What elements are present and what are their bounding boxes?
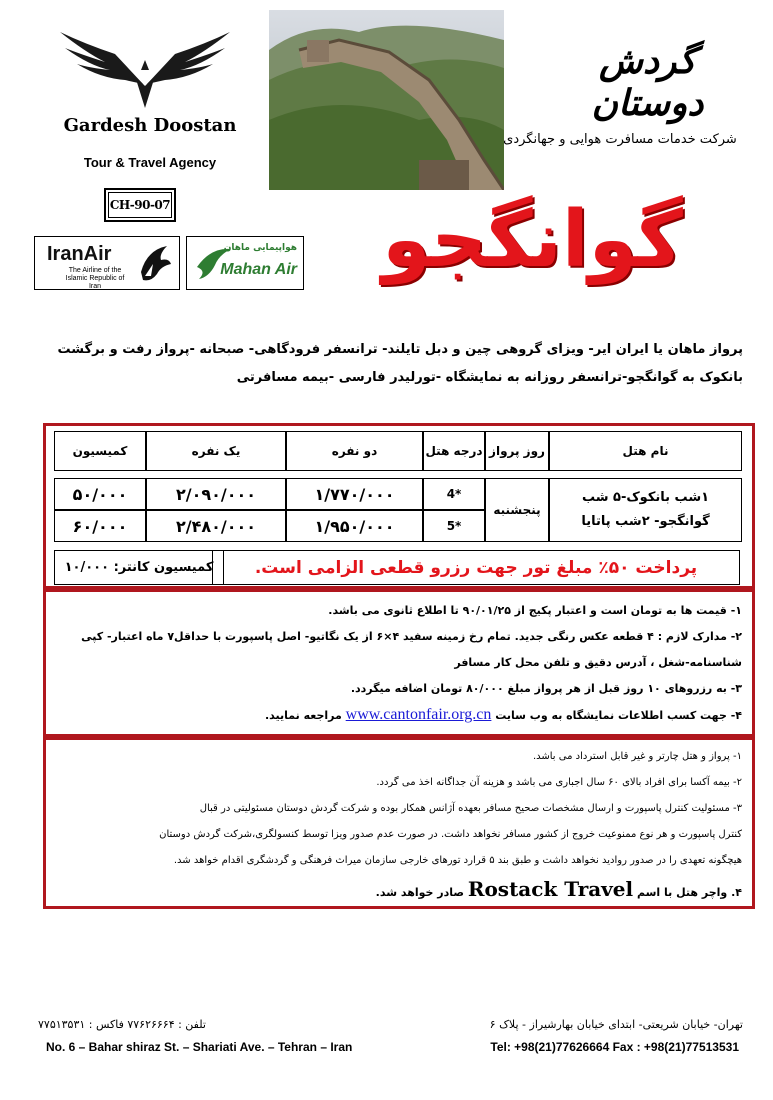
iranair-logo-caption-2: Islamic Republic of Iran bbox=[65, 275, 125, 290]
row-1-double: ۱/۷۷۰/۰۰۰ bbox=[286, 478, 423, 510]
row-2-double: ۱/۹۵۰/۰۰۰ bbox=[286, 510, 423, 542]
footer-address-fa: تهران- خیابان شریعتی- ابتدای خیابان بهارشیراز - پلاک ۶ bbox=[489, 1018, 743, 1031]
iranair-logo bbox=[34, 236, 180, 290]
iranair-logo-caption-1: The Airline of the bbox=[68, 267, 122, 274]
header-single: یک نفره bbox=[146, 431, 286, 471]
intro-line-1: پرواز ماهان یا ایران ایر- ویزای گروهی چین و دبل تایلند- ترانسفر فرودگاهی- صبحانه -پرواز رفت و برگشت bbox=[57, 342, 743, 357]
footer-address-en: No. 6 – Bahar shiraz St. – Shariati Ave. – Tehran – Iran bbox=[46, 1040, 353, 1054]
agency-tagline: Tour & Travel Agency bbox=[83, 155, 217, 170]
price-table-frame bbox=[43, 423, 755, 589]
row-1-grade: *4 bbox=[423, 478, 485, 510]
row-1-commission: ۵۰/۰۰۰ bbox=[54, 478, 146, 510]
wings-logo-icon bbox=[55, 24, 235, 110]
deposit-requirement: پرداخت ۵۰٪ مبلغ تور جهت رزرو قطعی الزامی است. bbox=[212, 550, 740, 585]
note-1: ۱- قیمت ها به تومان است و اعتبار پکیج از ۹۰/۰۱/۲۵ تا اطلاع ثانوی می باشد. bbox=[328, 604, 742, 617]
iranair-logo-name: IranAir bbox=[47, 243, 112, 265]
header-double: دو نفره bbox=[286, 431, 423, 471]
term-3-continued: کنترل پاسپورت و هر نوع ممنوعیت خروج از کشور مسافر نخواهد داشت. در صورت عدم صدور ویزا توسط کنسولگری،شرکت گردش دوستان bbox=[159, 829, 742, 840]
row-1-single: ۲/۰۹۰/۰۰۰ bbox=[146, 478, 286, 510]
terms-frame bbox=[43, 737, 755, 909]
mahan-air-logo bbox=[186, 236, 304, 290]
company-name-fa: گردش دوستان bbox=[591, 40, 704, 124]
intro-line-2: بانکوک به گوانگجو-ترانسفر روزانه به نمایشگاه -تورلیدر فارسی -بیمه مسافرتی bbox=[236, 370, 743, 385]
term-3-end: هیچگونه تعهدی را در صدور روادید نخواهد داشت و طبق بند ۵ قرارد تورهای خارجی سازمان میراث فرهنگی و گردشگری اقدام خواهد شد. bbox=[173, 855, 742, 866]
notes-frame bbox=[43, 589, 755, 737]
note-2-continued: شناسنامه-شغل ، آدرس دقیق و تلفن محل کار مسافر bbox=[454, 656, 742, 669]
row-2-grade: *5 bbox=[423, 510, 485, 542]
row-2-single: ۲/۴۸۰/۰۰۰ bbox=[146, 510, 286, 542]
note-3: ۳- به رزروهای ۱۰ روز قبل از هر پرواز مبلغ ۸۰/۰۰۰ تومان اضافه میگردد. bbox=[350, 682, 742, 695]
term-2: ۲- بیمه آکسا برای افراد بالای ۶۰ سال اجباری می باشد و هزینه آن جداگانه اخذ می گردد. bbox=[376, 777, 742, 788]
header-hotel-grade: درجه هتل bbox=[423, 431, 485, 471]
flight-day-cell: پنجشنبه bbox=[485, 478, 549, 542]
term-3: ۳- مسئولیت کنترل پاسپورت و ارسال مشخصات صحیح مسافر بعهده آژانس همکار بوده و شرکت گردش دوستان مسئولیتی در قبال bbox=[199, 803, 742, 814]
row-2-commission: ۶۰/۰۰۰ bbox=[54, 510, 146, 542]
license-badge bbox=[104, 188, 176, 222]
destination-title: گوانگجو bbox=[382, 195, 683, 285]
counter-commission: کمیسیون کانتر: ۱۰/۰۰۰ bbox=[54, 550, 224, 585]
header-hotel: نام هتل bbox=[549, 431, 742, 471]
footer-contact-en: Tel: +98(21)77626664 Fax : +98(21)77513531 bbox=[490, 1040, 739, 1054]
header-flight-day: روز پرواز bbox=[485, 431, 549, 471]
great-wall-photo bbox=[269, 10, 504, 190]
note-4-prefix: ۴- جهت کسب اطلاعات نمایشگاه به وب سایت bbox=[495, 709, 742, 722]
brand-name: Gardesh Doostan bbox=[63, 115, 237, 136]
term-1: ۱- پرواز و هتل چارتر و غیر قابل استرداد می باشد. bbox=[532, 751, 742, 762]
note-4-suffix: مراجعه نمایید. bbox=[264, 709, 342, 722]
note-2: ۲- مدارک لازم : ۴ قطعه عکس رنگی جدید. تمام رخ زمینه سفید ۴×۶ از یک نگاتیو- اصل پاسپورت با حداقل۷ ماه اعتبار- کپی bbox=[81, 630, 742, 643]
note-4 bbox=[56, 702, 742, 729]
term-4-suffix: صادر خواهد شد. bbox=[375, 886, 464, 899]
term-4-prefix: ۴. واچر هتل با اسم bbox=[636, 886, 742, 899]
mahan-logo-name-en: Mahan Air bbox=[220, 261, 297, 278]
footer-phone-fa: تلفن : ۷۷۶۲۶۶۶۴ فاکس : ۷۷۵۱۳۵۳۱ bbox=[38, 1018, 206, 1031]
voucher-brand: Rostack Travel bbox=[467, 877, 634, 901]
term-4 bbox=[56, 874, 742, 908]
company-subtitle: شرکت خدمات مسافرت هوایی و جهانگردی bbox=[503, 132, 737, 147]
hotel-name-cell: ۱شب بانکوک-۵ شب گوانگجو- ۲شب پاتایا bbox=[549, 478, 742, 542]
header-commission: کمیسیون bbox=[54, 431, 146, 471]
mahan-logo-name-fa: هواپیمایی ماهان bbox=[223, 243, 297, 253]
homa-bird-icon bbox=[137, 242, 173, 284]
cantonfair-link[interactable]: www.cantonfair.org.cn bbox=[345, 706, 492, 723]
license-code: CH-90-07 bbox=[108, 192, 172, 218]
